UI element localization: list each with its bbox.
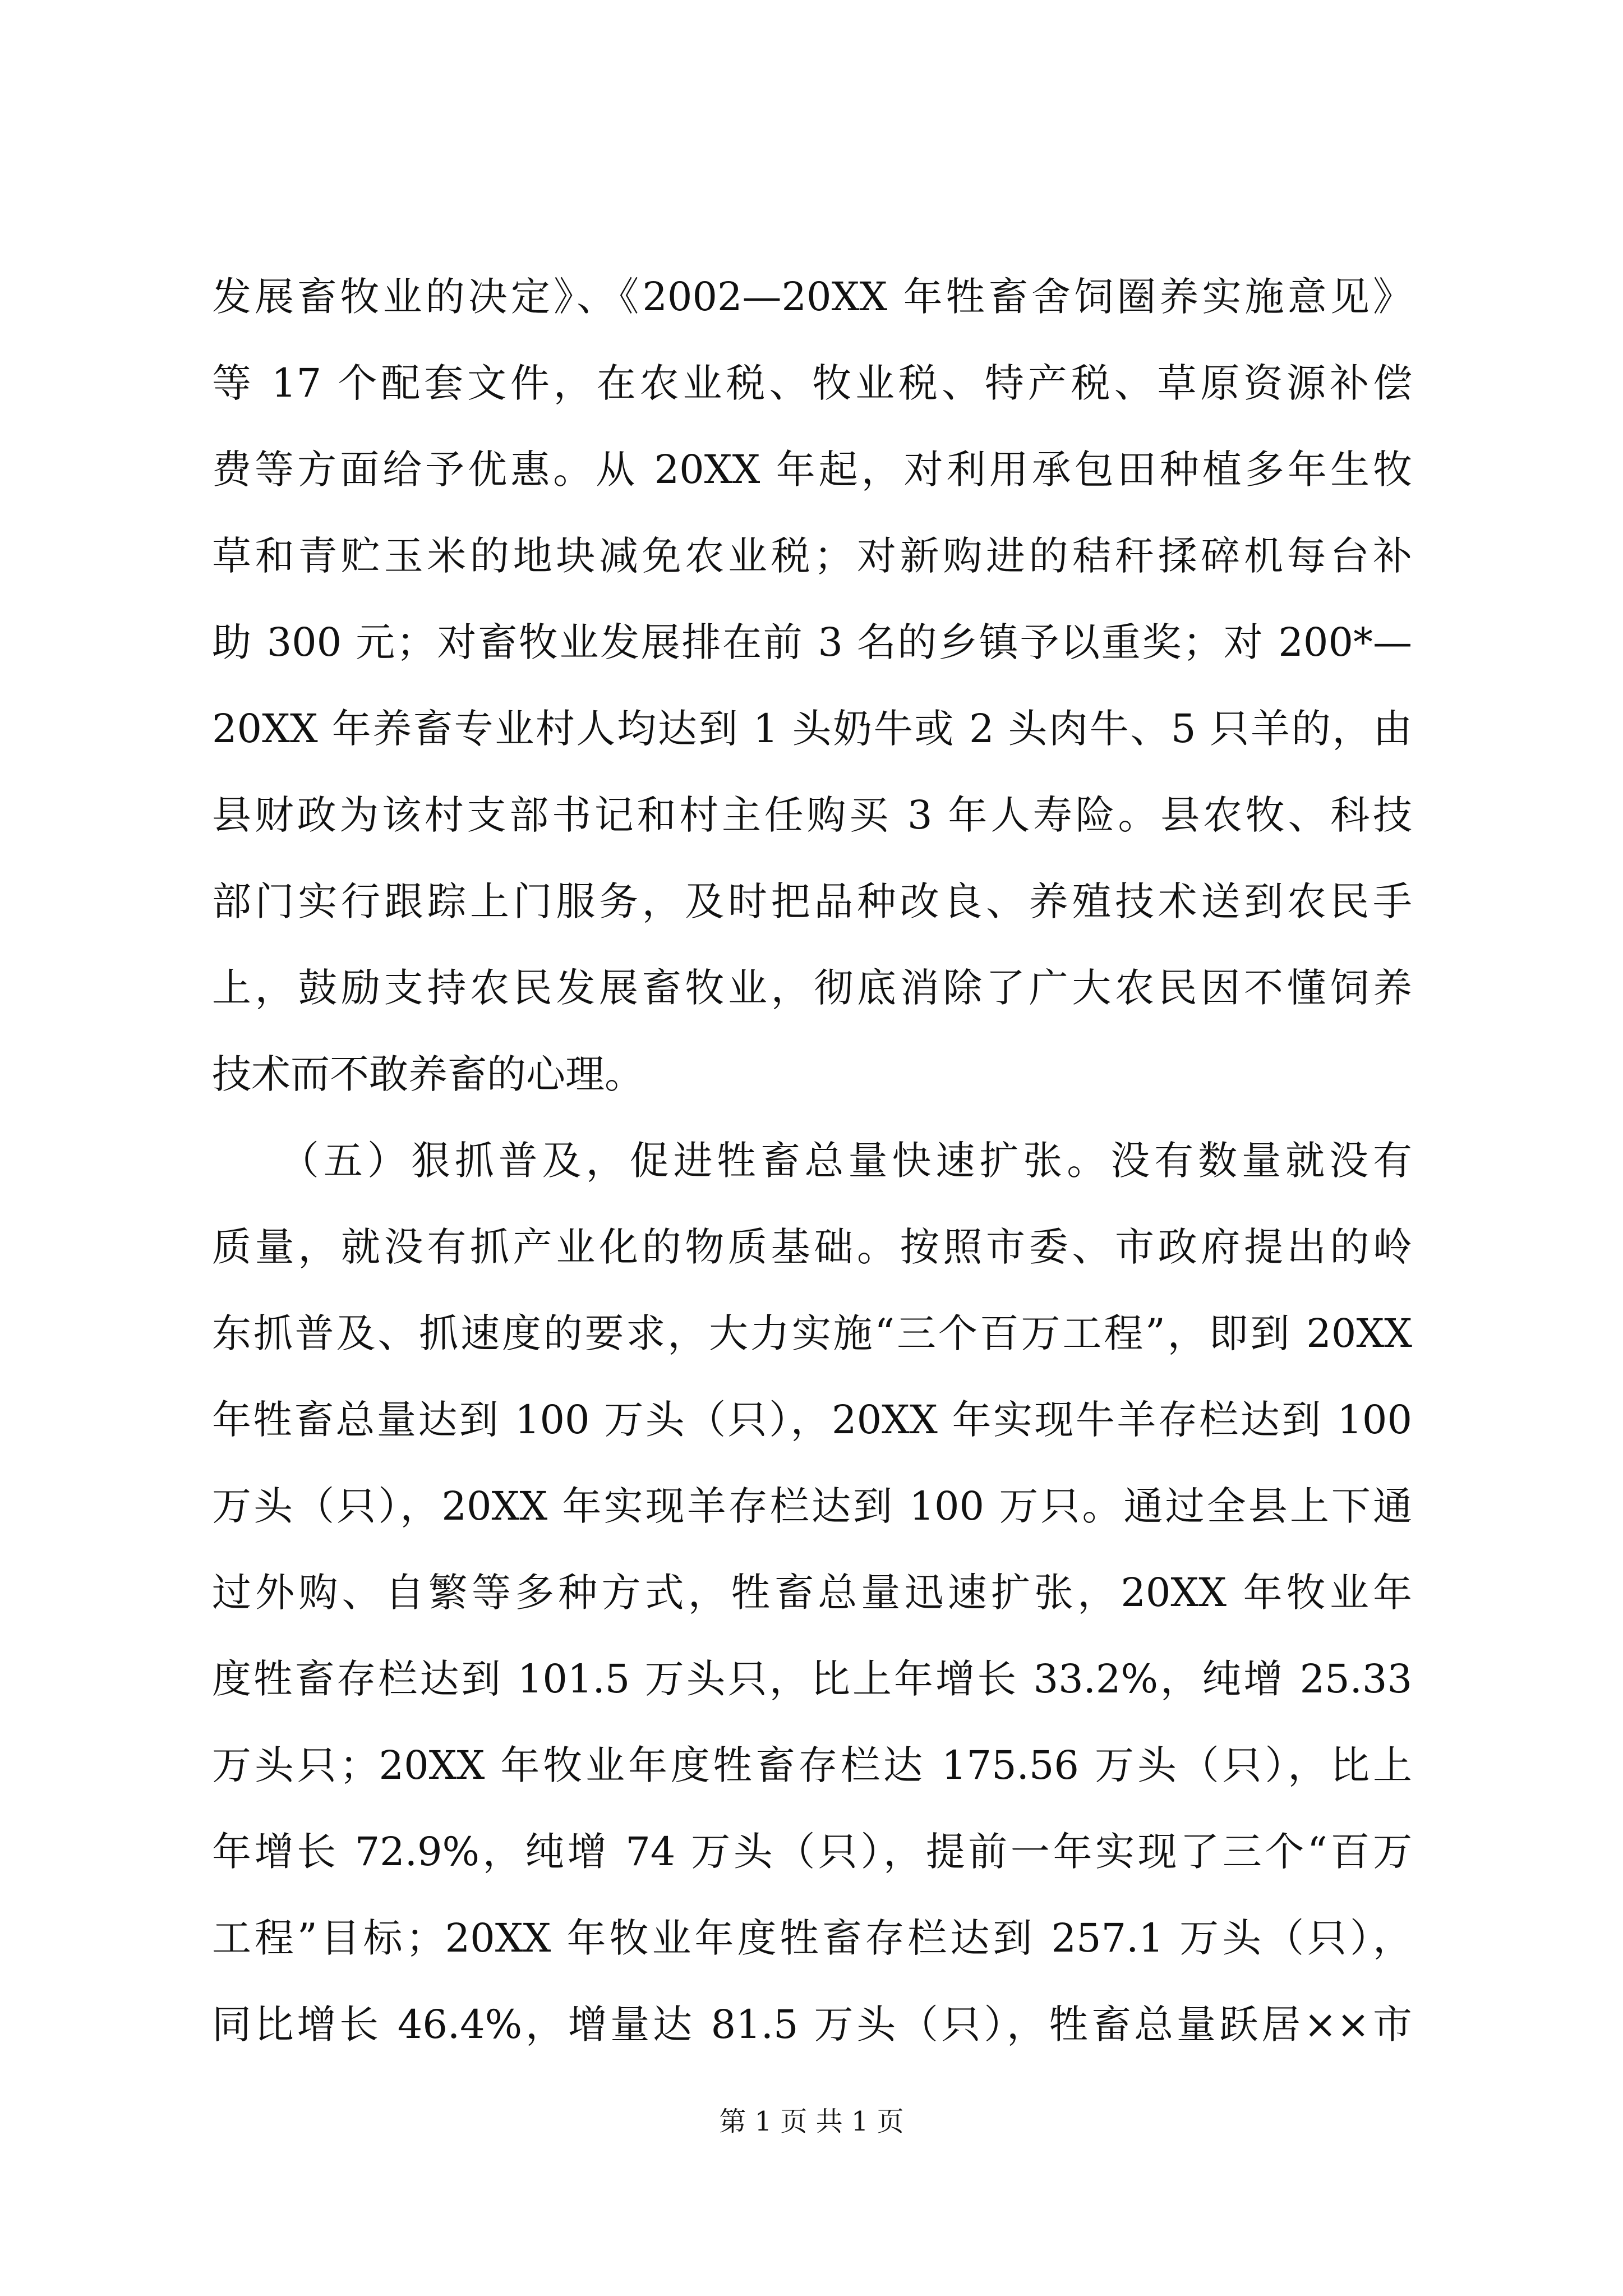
section-heading-line: （五）狠抓普及，促进牲畜总量快速扩张。没有数量就没有 xyxy=(212,1138,1412,1184)
text-line: 费等方面给予优惠。从 20XX 年起，对利用承包田种植多年生牧 xyxy=(212,447,1412,493)
text-line: 上，鼓励支持农民发展畜牧业，彻底消除了广大农民因不懂饲养 xyxy=(212,965,1412,1011)
text-line: 万头只；20XX 年牧业年度牲畜存栏达 175.56 万头（只），比上 xyxy=(212,1742,1412,1788)
document-body xyxy=(212,254,1412,2068)
text-line: 度牲畜存栏达到 101.5 万头只，比上年增长 33.2%，纯增 25.33 xyxy=(212,1656,1412,1702)
text-line: 发展畜牧业的决定》、《2002—20XX 年牲畜舍饲圈养实施意见》 xyxy=(212,274,1412,320)
page-footer: 第 1 页 共 1 页 xyxy=(719,2106,904,2137)
text-line: 县财政为该村支部书记和村主任购买 3 年人寿险。县农牧、科技 xyxy=(212,792,1412,838)
text-line: 万头（只），20XX 年实现羊存栏达到 100 万只。通过全县上下通 xyxy=(212,1483,1412,1529)
text-line: 年牲畜总量达到 100 万头（只），20XX 年实现牛羊存栏达到 100 xyxy=(212,1397,1412,1443)
text-line: 东抓普及、抓速度的要求，大力实施“三个百万工程”，即到 20XX xyxy=(212,1310,1412,1356)
text-line: 过外购、自繁等多种方式，牲畜总量迅速扩张，20XX 年牧业年 xyxy=(212,1570,1412,1616)
text-line: 20XX 年养畜专业村人均达到 1 头奶牛或 2 头肉牛、5 只羊的，由 xyxy=(212,706,1412,752)
text-line: 年增长 72.9%，纯增 74 万头（只），提前一年实现了三个“百万 xyxy=(212,1829,1412,1875)
text-line: 草和青贮玉米的地块减免农业税；对新购进的秸秆揉碎机每台补 xyxy=(212,533,1412,579)
text-line: 助 300 元；对畜牧业发展排在前 3 名的乡镇予以重奖；对 200*— xyxy=(212,619,1412,665)
text-line: 工程”目标；20XX 年牧业年度牲畜存栏达到 257.1 万头（只）， xyxy=(212,1915,1412,1961)
text-line: 质量，就没有抓产业化的物质基础。按照市委、市政府提出的岭 xyxy=(212,1224,1412,1270)
text-line: 同比增长 46.4%，增量达 81.5 万头（只），牲畜总量跃居××市 xyxy=(212,2001,1412,2047)
paragraph-end-line: 技术而不敢养畜的心理。 xyxy=(212,1051,644,1097)
text-line: 等 17 个配套文件，在农业税、牧业税、特产税、草原资源补偿 xyxy=(212,360,1412,406)
text-line: 部门实行跟踪上门服务，及时把品种改良、养殖技术送到农民手 xyxy=(212,878,1412,924)
